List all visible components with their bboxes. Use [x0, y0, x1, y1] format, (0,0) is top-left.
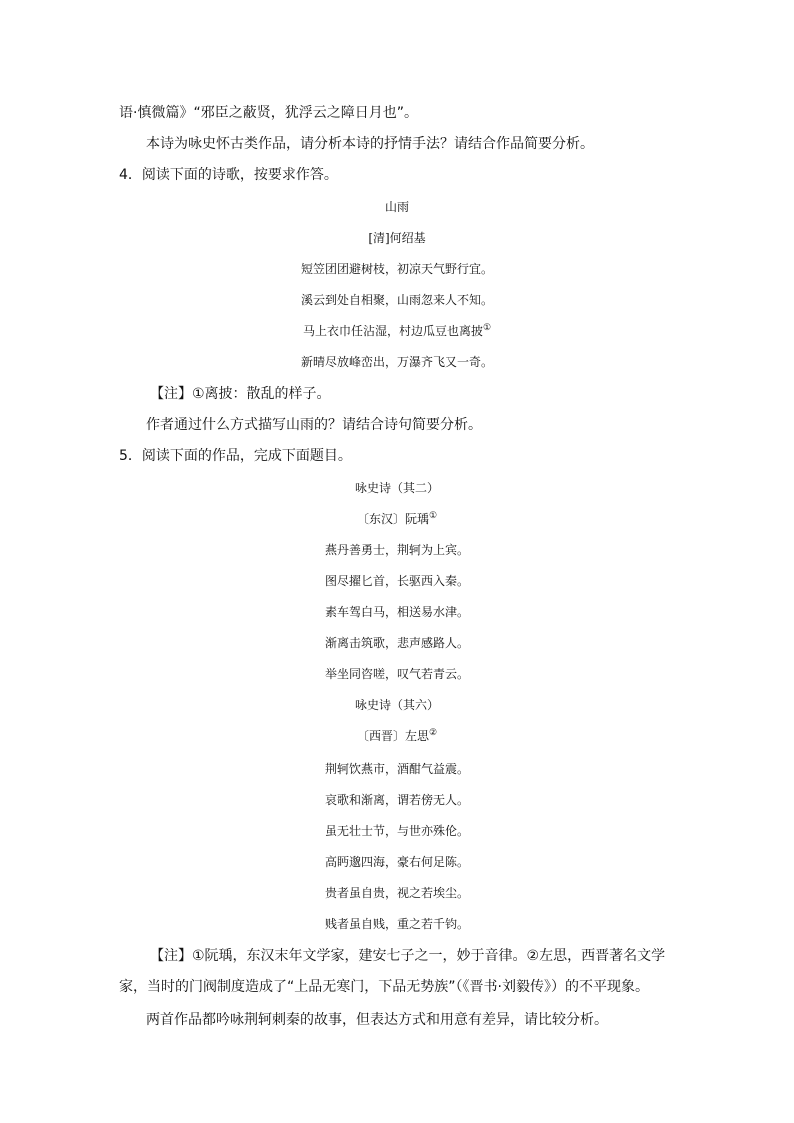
question-5-stem: 5．阅读下面的作品，完成下面题目。	[119, 448, 352, 464]
poem-line: 新晴尽放峰峦出，万瀑齐飞又一奇。	[300, 355, 493, 369]
poem-author-2	[0, 728, 794, 744]
poem-line: 溪云到处自相聚，山雨忽来人不知。	[300, 293, 493, 307]
poem-title-1: 咏史诗（其二）	[354, 481, 439, 495]
poem-line: 高眄邈四海，豪右何足陈。	[324, 855, 469, 869]
poem-author-text: 〔东汉〕阮瑀	[356, 512, 429, 526]
question-5-note-line-2: 家，当时的门阀制度造成了“上品无寒门，下品无势族”（《晋书·刘毅传》）的不平现象。	[119, 979, 649, 995]
footnote-mark: ①	[482, 323, 492, 333]
poem-author-he-shaoji: [清]何绍基	[368, 231, 426, 245]
poem-line: 贱者虽自贱，重之若千钧。	[324, 917, 469, 931]
question-5-note-line-1: 【注】①阮瑀，东汉末年文学家，建安七子之一，妙于音律。②左思，西晋著名文学	[150, 948, 666, 964]
footnote-mark: ①	[428, 511, 438, 521]
poem-line: 贵者虽自贵，视之若埃尘。	[324, 886, 469, 900]
poem-author-1	[0, 511, 794, 527]
question-5-prompt: 两首作品都吟咏荆轲刺秦的故事，但表达方式和用意有差异，请比较分析。	[146, 1012, 608, 1028]
poem-line: 举坐同咨嗟，叹气若青云。	[324, 667, 469, 681]
poem-line: 荆轲饮燕市，酒酣气益震。	[324, 762, 469, 776]
footnote-mark: ②	[428, 728, 438, 738]
poem-line: 燕丹善勇士，荆轲为上宾。	[324, 543, 469, 557]
question-4-prompt: 作者通过什么方式描写山雨的？请结合诗句简要分析。	[146, 417, 482, 433]
poem-line: 哀歌和渐离，谓若傍无人。	[324, 793, 469, 807]
poem-line: 渐离击筑歌，悲声感路人。	[324, 636, 469, 650]
poem-line: 图尽擢匕首，长驱西入秦。	[324, 574, 469, 588]
question-3-prompt: 本诗为咏史怀古类作品，请分析本诗的抒情手法？请结合作品简要分析。	[146, 136, 594, 152]
intro-line: 语·慎微篇》“邪臣之蔽贤，犹浮云之障日月也”。	[119, 105, 418, 121]
poem-line: 短笠团团避树枝，初凉天气野行宜。	[300, 262, 493, 276]
poem-title-2: 咏史诗（其六）	[354, 698, 439, 712]
question-4-note: 【注】①离披：散乱的样子。	[150, 386, 331, 402]
poem-author-text: 〔西晋〕左思	[356, 729, 429, 743]
poem-line: 素车驾白马，相送易水津。	[324, 605, 469, 619]
poem-line-text: 马上衣巾任沾湿，村边瓜豆也离披	[302, 324, 483, 338]
poem-line	[0, 323, 794, 339]
poem-title-shanyu: 山雨	[384, 200, 409, 214]
poem-line: 虽无壮士节，与世亦殊伦。	[324, 824, 469, 838]
question-4-stem: 4．阅读下面的诗歌，按要求作答。	[119, 167, 338, 183]
